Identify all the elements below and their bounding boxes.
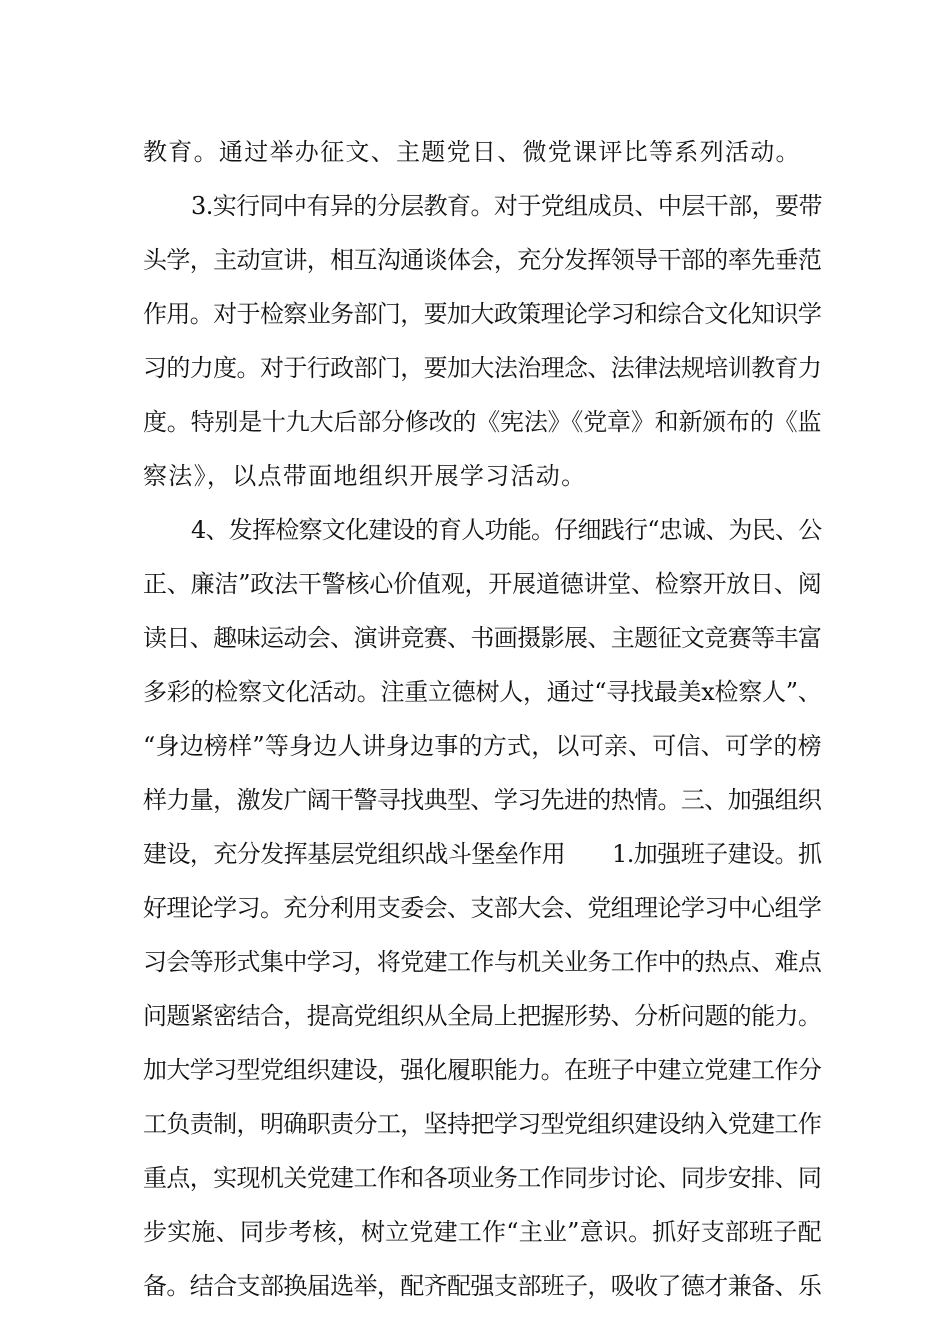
text-line: 正、廉洁”政法干警核心价值观，开展道德讲堂、检察开放日、阅 bbox=[143, 570, 822, 598]
text-line: 样力量，激发广阔干警寻找典型、学习先进的热情。三、加强组织 bbox=[143, 786, 822, 814]
text-line: 习会等形式集中学习，将党建工作与机关业务工作中的热点、难点 bbox=[143, 948, 822, 976]
text-line: 习的力度。对于行政部门，要加大法治理念、法律法规培训教育力 bbox=[143, 354, 822, 382]
text-line: 备。结合支部换届选举，配齐配强支部班子，吸收了德才兼备、乐 bbox=[143, 1272, 822, 1300]
text-line: 问题紧密结合，提高党组织从全局上把握形势、分析问题的能力。 bbox=[143, 1002, 822, 1030]
text-line: 察法》，以点带面地组织开展学习活动。 bbox=[143, 462, 587, 490]
text-line: 工负责制，明确职责分工，坚持把学习型党组织建设纳入党建工作 bbox=[143, 1110, 822, 1138]
text-line: 4、发挥检察文化建设的育人功能。仔细践行“忠诚、为民、公 bbox=[191, 516, 822, 544]
text-line: 步实施、同步考核，树立党建工作“主业”意识。抓好支部班子配 bbox=[143, 1218, 822, 1246]
text-line: 3.实行同中有异的分层教育。对于党组成员、中层干部，要带 bbox=[191, 192, 822, 220]
text-line: 头学，主动宣讲，相互沟通谈体会，充分发挥领导干部的率先垂范 bbox=[143, 246, 822, 274]
text-line: 好理论学习。充分利用支委会、支部大会、党组理论学习中心组学 bbox=[143, 894, 822, 922]
text-line: 读日、趣味运动会、演讲竞赛、书画摄影展、主题征文竞赛等丰富 bbox=[143, 624, 822, 652]
text-line: 作用。对于检察业务部门，要加大政策理论学习和综合文化知识学 bbox=[143, 300, 822, 328]
text-line: 加大学习型党组织建设，强化履职能力。在班子中建立党建工作分 bbox=[143, 1056, 822, 1084]
text-line: 度。特别是十九大后部分修改的《宪法》《党章》和新颁布的《监 bbox=[143, 408, 822, 436]
text-line: 建设，充分发挥基层党组织战斗堡垒作用 1.加强班子建设。抓 bbox=[143, 840, 822, 868]
text-line: 多彩的检察文化活动。注重立德树人，通过“寻找最美x检察人”、 bbox=[143, 678, 822, 706]
text-line: 教育。通过举办征文、主题党日、微党课评比等系列活动。 bbox=[143, 138, 801, 166]
text-line: “身边榜样”等身边人讲身边事的方式，以可亲、可信、可学的榜 bbox=[143, 732, 822, 760]
text-line: 重点，实现机关党建工作和各项业务工作同步讨论、同步安排、同 bbox=[143, 1164, 822, 1192]
